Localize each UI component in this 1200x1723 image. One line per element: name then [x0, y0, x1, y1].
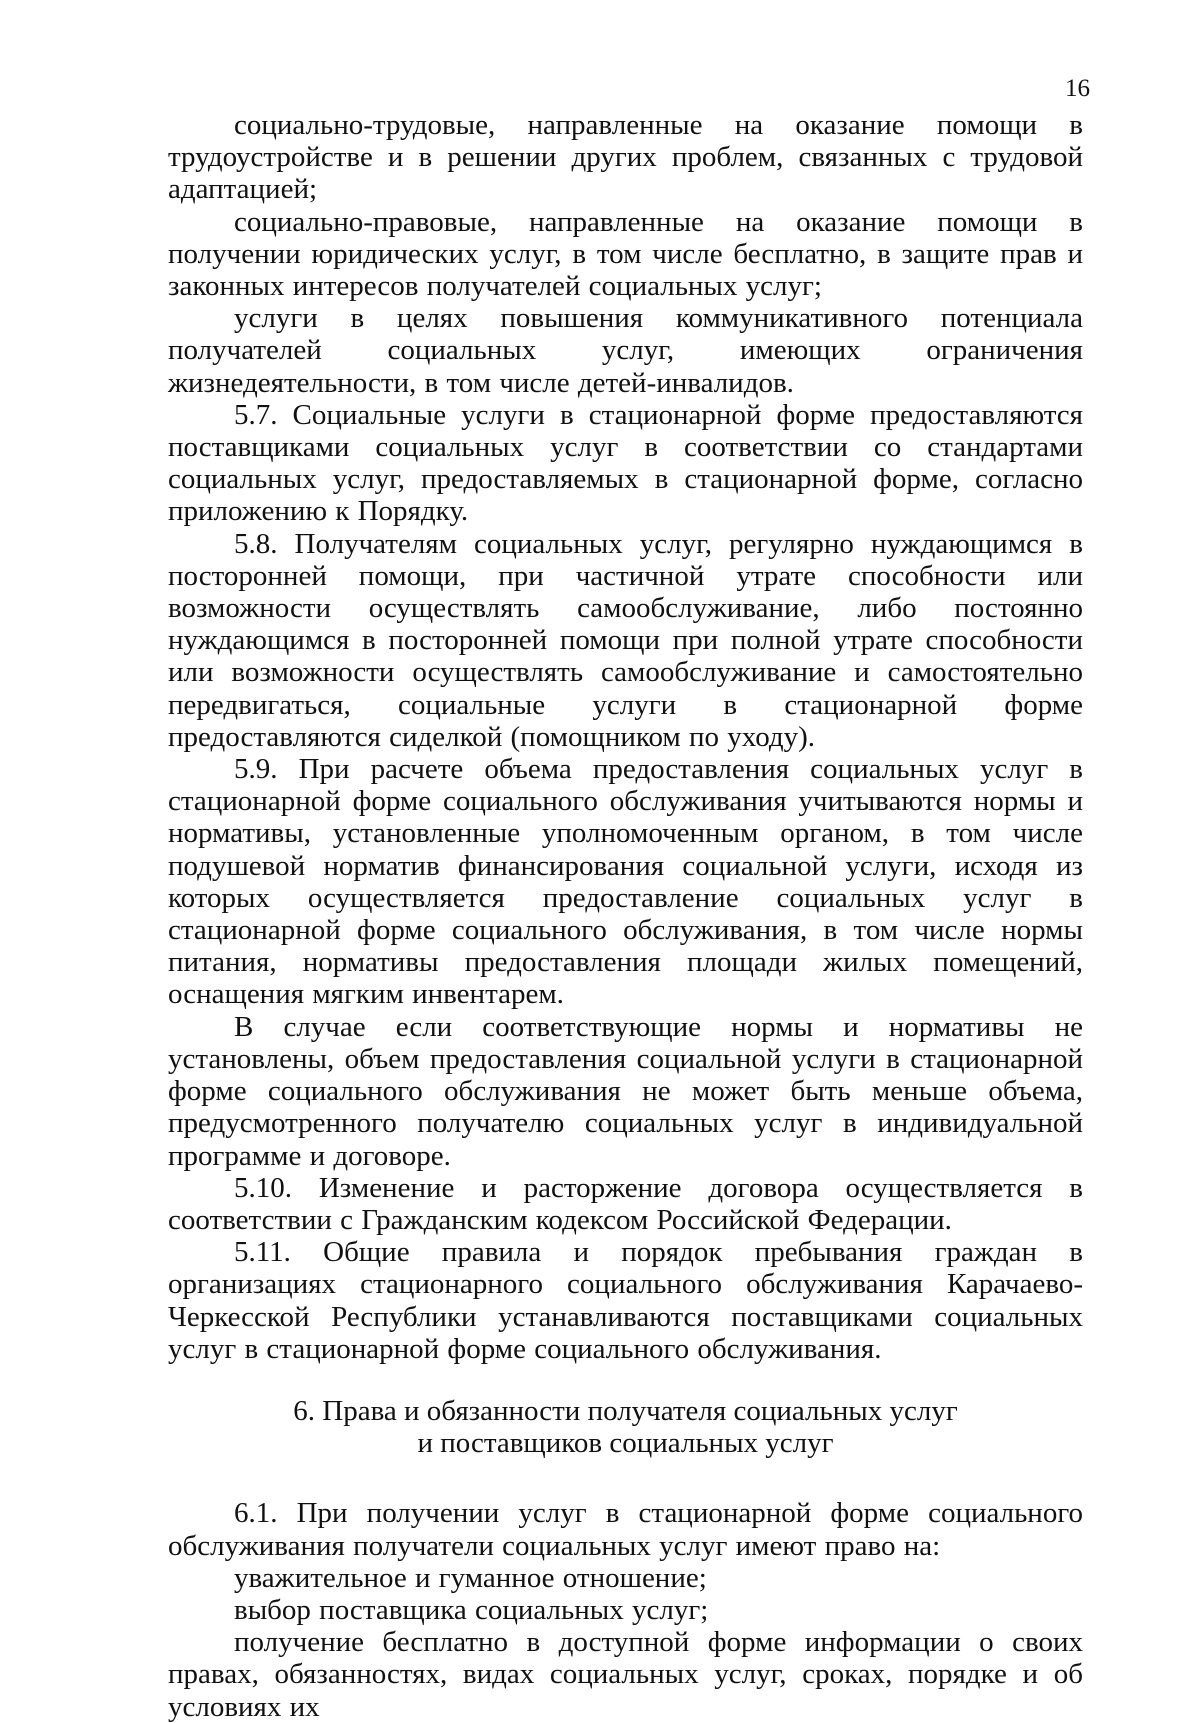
- page-number: 16: [1065, 75, 1090, 102]
- section-heading-line-1: 6. Права и обязанности получателя социальных услуг: [293, 1394, 958, 1427]
- right-choose-provider: выбор поставщика социальных услуг;: [234, 1593, 709, 1626]
- section-heading-line-2: и поставщиков социальных услуг: [417, 1427, 834, 1460]
- right-free-information: получение бесплатно в доступной форме информации о своих правах, обязанностях, видах социальных услуг, сроках, порядке и об условиях их: [168, 1626, 1083, 1723]
- right-respectful-treatment: уважительное и гуманное отношение;: [234, 1561, 707, 1594]
- document-body: [168, 109, 1083, 1723]
- clause-6-1: 6.1. При получении услуг в стационарной форме социального обслуживания получатели социальных услуг имеют право на:: [168, 1497, 1083, 1562]
- clause-5-7: 5.7. Социальные услуги в стационарной форме предоставляются поставщиками социальных услуг в соответствии со стандартами социальных услуг, предоставляемых в стационарной форме, согласно приложению к Порядку.: [168, 398, 1083, 528]
- paragraph-norms-not-set: В случае если соответствующие нормы и нормативы не установлены, объем предоставления социальной услуги в стационарной форме социального обслуживания не может быть меньше объема, предусмотренного получателю социальных услуг в индивидуальной программе и договоре.: [168, 1010, 1083, 1172]
- clause-5-11: 5.11. Общие правила и порядок пребывания граждан в организациях стационарного социального обслуживания Карачаево-Черкесской Республики устанавливаются поставщиками социальных услуг в стационарной форме социального обслуживания.: [168, 1236, 1083, 1365]
- section-heading: [168, 1395, 1083, 1459]
- clause-5-9: 5.9. При расчете объема предоставления социальных услуг в стационарной форме социального обслуживания учитываются нормы и нормативы, установленные уполномоченным органом, в том числе подушевой норматив финансирования социальной услуги, исходя из которых осуществляется предоставление социальных услуг в стационарной форме социального обслуживания, в том числе нормы питания, нормативы предоставления площади жилых помещений, оснащения мягким инвентарем.: [168, 753, 1083, 1011]
- clause-5-10: 5.10. Изменение и расторжение договора осуществляется в соответствии с Гражданским кодексом Российской Федерации.: [168, 1171, 1083, 1236]
- clause-5-8: 5.8. Получателям социальных услуг, регулярно нуждающимся в посторонней помощи, при частичной утрате способности или возможности осуществлять самообслуживание, либо постоянно нуждающимся в посторонней помощи при полной утрате способности или возможности осуществлять самообслуживание и самостоятельно передвигаться, социальные услуги в стационарной форме предоставляются сиделкой (помощником по уходу).: [168, 527, 1083, 753]
- paragraph-social-legal: социально-правовые, направленные на оказание помощи в получении юридических услуг, в том числе бесплатно, в защите прав и законных интересов получателей социальных услуг;: [168, 205, 1083, 303]
- paragraph-communication-services: услуги в целях повышения коммуникативного потенциала получателей социальных услуг, имеющих ограничения жизнедеятельности, в том числе детей-инвалидов.: [168, 302, 1083, 399]
- paragraph-social-labor: социально-трудовые, направленные на оказание помощи в трудоустройстве и в решении других проблем, связанных с трудовой адаптацией;: [168, 109, 1083, 206]
